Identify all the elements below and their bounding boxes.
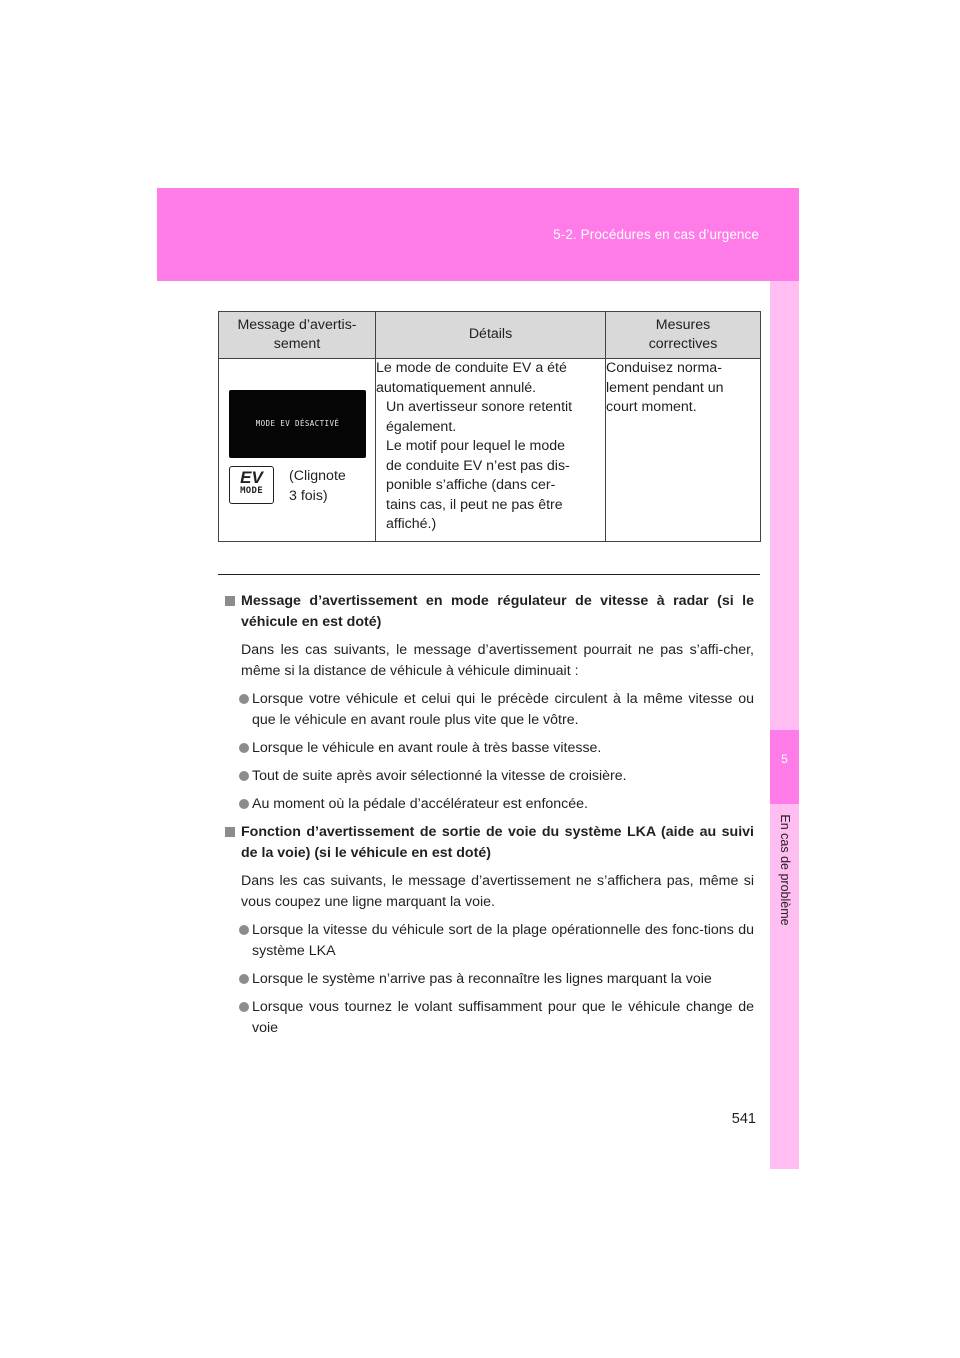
section-text: Dans les cas suivants, le message d’avertissement ne s’affichera pas, même si vous coupez une ligne marquant la voie. bbox=[241, 873, 754, 910]
blink-note: (Clignote 3 fois) bbox=[289, 468, 346, 504]
list-item: Lorsque le véhicule en avant roule à très basse vitesse. bbox=[224, 738, 754, 759]
table-row bbox=[219, 359, 761, 542]
circle-bullet-icon bbox=[239, 743, 249, 753]
header-details: Détails bbox=[376, 312, 606, 359]
circle-bullet-icon bbox=[239, 1002, 249, 1012]
details-intro: Le mode de conduite EV a été automatiquement annulé. bbox=[376, 360, 567, 396]
section-heading: Fonction d’avertissement de sortie de voie du système LKA (aide au suivi de la voie) (si le véhicule en est doté) bbox=[224, 822, 754, 864]
square-bullet-icon bbox=[225, 827, 235, 837]
details-sub: Un avertisseur sonore retentit également. Le motif pour lequel le mode de conduite EV n’est pas dis- ponible s’affiche (dans cer- tains cas, il peut ne pas être affiché.) bbox=[386, 399, 573, 532]
section-heading: Message d’avertissement en mode régulateur de vitesse à radar (si le véhicule en est doté) bbox=[224, 591, 754, 633]
message-cell bbox=[219, 359, 376, 542]
header-measures: Mesures correctives bbox=[606, 312, 761, 359]
list-item: Lorsque votre véhicule et celui qui le précède circulent à la même vitesse ou que le véhicule en avant roule plus vite que le vôtre. bbox=[224, 689, 754, 731]
chapter-label: En cas de problème bbox=[778, 814, 792, 926]
measures-cell bbox=[606, 359, 761, 542]
side-strip bbox=[770, 281, 799, 1169]
section-title: 5-2. Procédures en cas d’urgence bbox=[553, 227, 759, 242]
warning-message-table bbox=[218, 311, 761, 542]
details-cell bbox=[376, 359, 606, 542]
circle-bullet-icon bbox=[239, 771, 249, 781]
ev-icon-label: EV bbox=[240, 468, 263, 487]
notes-content bbox=[224, 591, 754, 1046]
chapter-number: 5 bbox=[781, 752, 788, 766]
table-header-row bbox=[219, 312, 761, 359]
circle-bullet-icon bbox=[239, 694, 249, 704]
measures-text: Conduisez norma- lement pendant un court moment. bbox=[606, 360, 724, 415]
list-item: Lorsque vous tournez le volant suffisamment pour que le véhicule change de voie bbox=[224, 997, 754, 1039]
page-number: 541 bbox=[731, 1111, 756, 1127]
display-screen bbox=[229, 390, 366, 458]
mode-icon-label: MODE bbox=[240, 486, 263, 496]
list-item: Lorsque le système n’arrive pas à reconnaître les lignes marquant la voie bbox=[224, 969, 754, 990]
square-bullet-icon bbox=[225, 596, 235, 606]
section-text: Dans les cas suivants, le message d’avertissement pourrait ne pas s’affi-cher, même si la distance de véhicule à véhicule diminuait : bbox=[241, 642, 754, 679]
ev-mode-icon bbox=[229, 466, 274, 504]
list-item: Lorsque la vitesse du véhicule sort de la plage opérationnelle des fonc-tions du système LKA bbox=[224, 920, 754, 962]
divider bbox=[218, 574, 760, 575]
circle-bullet-icon bbox=[239, 925, 249, 935]
screen-message: MODE EV DÉSACTIVÉ bbox=[255, 419, 340, 429]
chapter-tab bbox=[770, 730, 799, 804]
circle-bullet-icon bbox=[239, 974, 249, 984]
list-item: Au moment où la pédale d’accélérateur est enfoncée. bbox=[224, 794, 754, 815]
circle-bullet-icon bbox=[239, 799, 249, 809]
header-message: Message d’avertis- sement bbox=[219, 312, 376, 359]
list-item: Tout de suite après avoir sélectionné la vitesse de croisière. bbox=[224, 766, 754, 787]
header-band bbox=[157, 188, 799, 281]
